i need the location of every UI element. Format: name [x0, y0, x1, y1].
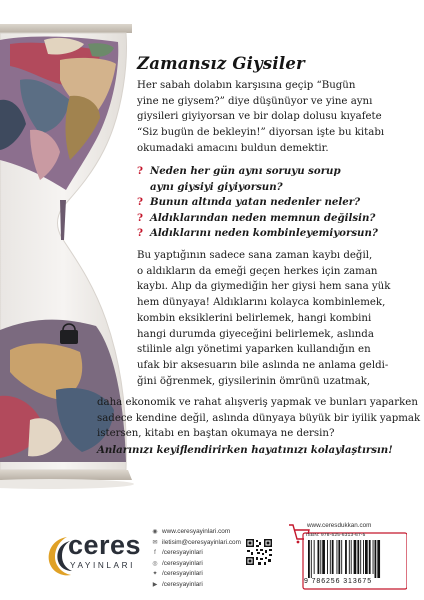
- question-item: ? Bunun altında yatan nedenler neler?: [137, 195, 407, 211]
- body-line: kombin eksiklerini belirlemek, hangi kombini: [137, 312, 372, 324]
- body-line: istersen, kitabı en baştan okumaya ne dersin?: [97, 428, 335, 440]
- shop-url[interactable]: www.ceresdukkan.com: [307, 522, 372, 529]
- question-item: ? Neden her gün aynı soruyu sorup: [137, 164, 407, 180]
- question-mark-icon: ?: [137, 165, 143, 177]
- intro-line: Her sabah dolabın karşısına geçip “Bugün: [137, 80, 356, 91]
- publisher-subtitle: YAYINLARI: [70, 561, 135, 570]
- falling-clothes-stream: [60, 200, 66, 240]
- handbag-icon: [60, 330, 78, 344]
- body-paragraph-2: [97, 395, 421, 442]
- closing-slogan: Anlarınızı keyiflendirirken hayatınızı kolaylaştırsın!: [97, 444, 393, 456]
- contact-instagram[interactable]: ◎ /ceresyayinlari: [151, 559, 241, 570]
- contact-list: [151, 527, 241, 591]
- instagram-icon: ◎: [152, 560, 158, 567]
- body-line: stilinle algı yönetimi yaparken kullandığın en: [137, 344, 371, 356]
- body-line: sadece kendine değil, aslında dünyaya büyük bir iyilik yapmak: [97, 412, 421, 424]
- book-title: Zamansız Giysiler: [137, 54, 305, 73]
- intro-line: “Siz bugün de bekleyin!” diyorsan işte bu kitabı: [137, 127, 385, 139]
- body-line: Bu yaptığının sadece sana zaman kaybı değil,: [137, 250, 373, 261]
- question-item: ? Aldıklarından neden memnun değilsin?: [137, 211, 407, 227]
- publisher-name: ceres: [68, 530, 142, 560]
- body-paragraph-1: [137, 248, 391, 389]
- barcode-icon: [306, 540, 398, 578]
- contact-twitter[interactable]: ✦ /ceresyayinlari: [151, 569, 241, 580]
- contact-facebook[interactable]: f /ceresyayinlari: [151, 548, 241, 559]
- body-line: daha ekonomik ve rahat alışveriş yapmak ve bunları yaparken: [97, 397, 418, 408]
- mail-icon: ✉: [152, 539, 158, 546]
- youtube-icon: ▶: [152, 581, 158, 588]
- intro-line: yine ne giysem?” diye düşünüyor ve yine aynı: [137, 95, 373, 107]
- body-line: hangi durumda giyeceğini belirlemek, aslında: [137, 328, 374, 340]
- question-mark-icon: ?: [137, 227, 143, 240]
- question-list: [137, 164, 407, 242]
- body-line: hem dünyaya! Aldıklarını kolayca kombinlemek,: [137, 297, 386, 309]
- question-item: ? Aldıklarını neden kombinleyemiyorsun?: [137, 226, 407, 242]
- body-line: ufak bir aksesuarın bile aslında ne anlama geldi-: [137, 359, 389, 371]
- isbn-label: ISBN: 978-625-6313-67-5: [306, 533, 366, 538]
- body-line: kaybı. Alıp da giymediğin her giysi hem sana yük: [137, 281, 391, 293]
- hourglass-top-cap: [0, 24, 132, 33]
- qr-code-icon[interactable]: [245, 538, 273, 566]
- contact-email[interactable]: ✉ iletisim@ceresyayinlari.com: [151, 538, 241, 549]
- body-line: ğini öğrenmek, giysilerinin ömrünü uzatmak,: [137, 375, 371, 387]
- facebook-icon: f: [154, 550, 156, 557]
- question-item-continuation: aynı giysiyi giyiyorsun?: [150, 180, 283, 193]
- intro-line: okumadaki amacını buldun demektir.: [137, 142, 329, 154]
- isbn-digits: 9 786256 313675: [304, 578, 372, 585]
- question-mark-icon: ?: [137, 211, 143, 224]
- contact-website[interactable]: ◉ www.ceresyayinlari.com: [151, 527, 241, 538]
- hourglass-bottom-cap: [0, 470, 132, 480]
- question-mark-icon: ?: [137, 196, 143, 209]
- globe-icon: ◉: [152, 529, 158, 535]
- body-line: o aldıkların da emeği geçen herkes için zaman: [137, 265, 378, 277]
- twitter-icon: ✦: [152, 571, 158, 578]
- contact-youtube[interactable]: ▶ /ceresyayinlari: [151, 580, 241, 591]
- intro-paragraph: [137, 78, 407, 157]
- intro-line: giysileri giyiyorsan ve bir dolap dolusu kıyafete: [137, 111, 382, 123]
